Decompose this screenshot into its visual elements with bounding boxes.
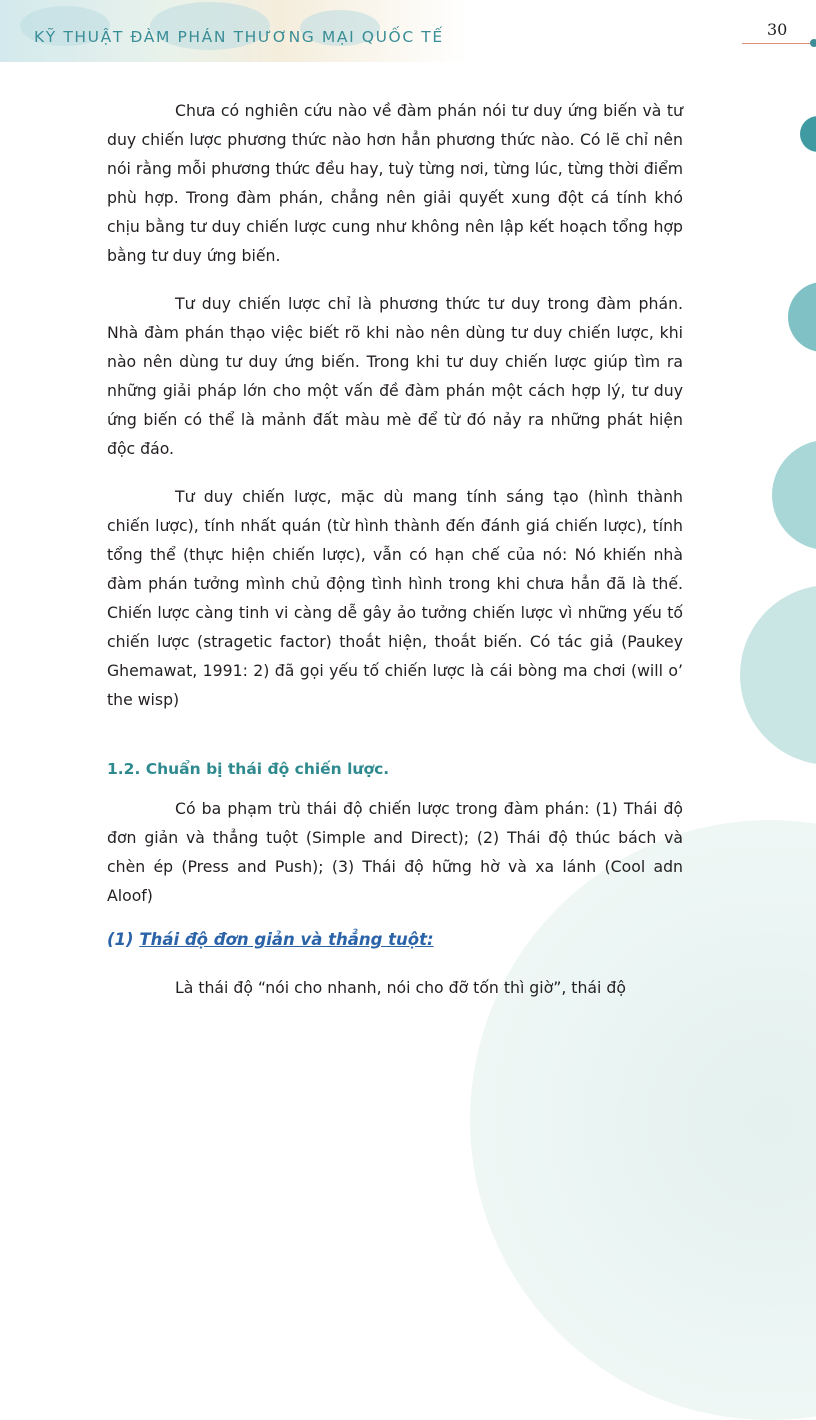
paragraph-1: Chưa có nghiên cứu nào về đàm phán nói tư duy ứng biến và tư duy chiến lược phương thức nào hơn hẳn phương thức nào. Có lẽ chỉ nên nói rằng mỗi phương thức đều hay, tuỳ từng nơi, từng lúc, từng thời điểm phù hợp. Trong đàm phán, chẳng nên giải quyết xung đột cá tính khó chịu bằng tư duy chiến lược cung như không nên lập kết hoạch tổng hợp bằng tư duy ứng biến.	[107, 101, 683, 265]
page-number: 30	[767, 20, 788, 39]
paragraph-5: Là thái độ “nói cho nhanh, nói cho đỡ tốn thì giờ”, thái độ	[175, 978, 626, 997]
subheading	[107, 930, 434, 949]
paragraph-3: Tư duy chiến lược, mặc dù mang tính sáng tạo (hình thành chiến lược), tính nhất quán (từ hình thành đến đánh giá chiến lược), tính tổng thể (thực hiện chiến lược), vẫn có hạn chế của nó: Nó khiến nhà đàm phán tưởng mình chủ động tình hình trong khi chưa hẳn đã là thế. Chiến lược càng tinh vi càng dễ gây ảo tưởng chiến lược vì những yếu tố chiến lược (stragetic factor) thoắt hiện, thoắt biến. Có tác giả (Paukey Ghemawat, 1991: 2) đã gọi yếu tố chiến lược là cái bòng ma chơi (will o’ the wisp)	[107, 487, 683, 709]
paragraph-4: Có ba phạm trù thái độ chiến lược trong đàm phán: (1) Thái độ đơn giản và thẳng tuột (Simple and Direct); (2) Thái độ thúc bách và chèn ép (Press and Push); (3) Thái độ hững hờ và xa lánh (Cool adn Aloof)	[107, 799, 683, 905]
decorative-circle	[800, 116, 816, 152]
running-header-title: KỸ THUẬT ĐÀM PHÁN THƯƠNG MẠI QUỐC TẾ	[34, 28, 444, 46]
decorative-circle	[772, 440, 816, 550]
header-dot	[810, 39, 816, 47]
paragraph-2: Tư duy chiến lược chỉ là phương thức tư duy trong đàm phán. Nhà đàm phán thạo việc biết rõ khi nào nên dùng tư duy chiến lược, khi nào nên dùng tư duy ứng biến. Trong khi tư duy chiến lược giúp tìm ra những giải pháp lớn cho một vấn đề đàm phán một cách hợp lý, tư duy ứng biến có thể là mảnh đất màu mè để từ đó nảy ra những phát hiện độc đáo.	[107, 294, 683, 458]
subheading-prefix: (1)	[107, 930, 140, 949]
decorative-circle-large	[470, 820, 816, 1420]
header-rule	[742, 43, 810, 44]
subheading-text: Thái độ đơn giản và thẳng tuột:	[139, 930, 434, 949]
section-heading: 1.2. Chuẩn bị thái độ chiến lược.	[107, 760, 390, 778]
decorative-circle	[788, 282, 816, 352]
decorative-circle	[740, 585, 816, 765]
